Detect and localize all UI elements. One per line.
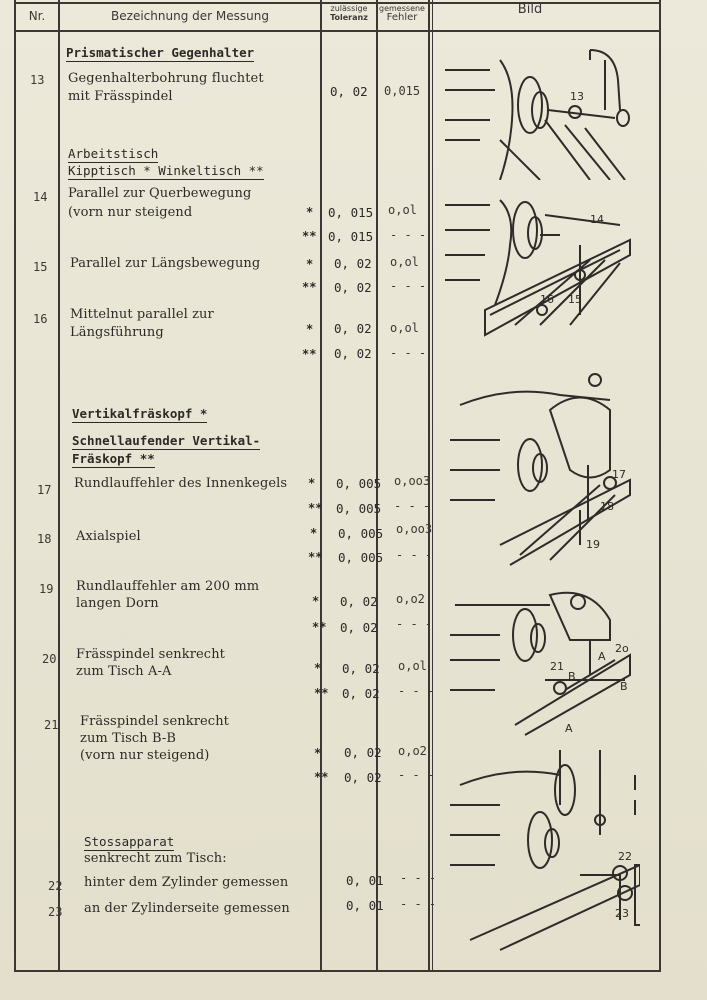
row-22-desc-1: hinter dem Zylinder gemessen bbox=[84, 875, 289, 890]
header-toleranz-line1: zulässige bbox=[330, 4, 368, 13]
row-18-star-2: ** bbox=[308, 550, 323, 564]
row-14-desc-1: Parallel zur Querbewegung bbox=[68, 186, 252, 201]
divider-fehler-2 bbox=[432, 0, 433, 972]
row-13-desc-2: mit Frässpindel bbox=[68, 89, 173, 104]
row-21-err-1: o,o2 bbox=[398, 744, 427, 758]
figure-label-19: 19 bbox=[586, 538, 600, 551]
row-14-err-2: - - - bbox=[390, 228, 427, 242]
section-vertikalfraeskopf: Vertikalfräskopf * bbox=[72, 406, 208, 421]
row-20-nr: 20 bbox=[42, 652, 57, 666]
row-19-star-1: * bbox=[312, 594, 320, 608]
figure-label-16: 16 bbox=[540, 293, 554, 306]
row-15-err-2: - - - bbox=[390, 279, 427, 293]
row-16-err-1: o,ol bbox=[390, 321, 419, 335]
figure-14-16-arbeitstisch bbox=[440, 185, 640, 365]
row-18-err-1: o,oo3 bbox=[396, 522, 433, 536]
row-18-desc-1: Axialspiel bbox=[76, 529, 141, 544]
row-17-desc-1: Rundlauffehler des Innenkegels bbox=[74, 476, 288, 491]
row-19-err-2: - - - bbox=[396, 617, 433, 631]
row-15-desc-1: Parallel zur Längsbewegung bbox=[70, 256, 261, 271]
row-15-err-1: o,ol bbox=[390, 255, 419, 269]
figure-label-13: 13 bbox=[570, 90, 584, 103]
section-stossapparat-sub: senkrecht zum Tisch: bbox=[84, 851, 227, 866]
row-17-tol-1: 0, 005 bbox=[336, 476, 382, 491]
row-21-tol-1: 0, 02 bbox=[344, 745, 382, 760]
row-17-tol-2: 0, 005 bbox=[336, 501, 382, 516]
row-15-tol-2: 0, 02 bbox=[334, 280, 372, 295]
section-stossapparat: Stossapparat bbox=[84, 834, 175, 849]
row-20-tol-1: 0, 02 bbox=[342, 661, 380, 676]
figure-label-B1: B bbox=[568, 670, 576, 683]
row-22-err: - - - bbox=[400, 871, 437, 885]
row-18-tol-1: 0, 005 bbox=[338, 526, 384, 541]
row-16-star-1: * bbox=[306, 322, 314, 336]
header-toleranz-line2: Toleranz bbox=[330, 13, 368, 22]
figure-label-21: 21 bbox=[550, 660, 564, 673]
row-15-star-2: ** bbox=[302, 280, 317, 294]
row-23-nr: 23 bbox=[48, 905, 63, 919]
row-17-err-2: - - - bbox=[394, 499, 431, 513]
row-17-err-1: o,oo3 bbox=[394, 474, 431, 488]
row-15-tol-1: 0, 02 bbox=[334, 256, 372, 271]
figure-label-A1: A bbox=[598, 650, 606, 663]
row-18-err-2: - - - bbox=[396, 548, 433, 562]
row-19-desc-1: Rundlauffehler am 200 mm bbox=[76, 579, 260, 594]
header-fehler-line2: Fehler bbox=[386, 12, 418, 23]
figure-label-18: 18 bbox=[600, 500, 614, 513]
row-21-tol-2: 0, 02 bbox=[344, 770, 382, 785]
figure-label-B2: B bbox=[620, 680, 628, 693]
row-14-star-2: ** bbox=[302, 229, 317, 243]
row-19-err-1: o,o2 bbox=[396, 592, 425, 606]
row-20-star-2: ** bbox=[314, 686, 329, 700]
row-13-desc-1: Gegenhalterbohrung fluchtet bbox=[68, 71, 264, 86]
row-15-nr: 15 bbox=[33, 260, 48, 274]
row-21-desc-2: zum Tisch B-B bbox=[80, 731, 177, 746]
section-fraeskopf: Fräskopf ** bbox=[72, 451, 155, 466]
figure-label-14: 14 bbox=[590, 213, 604, 226]
header-fehler bbox=[377, 4, 427, 22]
section-kipptisch: Kipptisch * Winkeltisch ** bbox=[68, 163, 264, 178]
row-23-tol: 0, 01 bbox=[346, 898, 384, 913]
row-21-desc-3: (vorn nur steigend) bbox=[80, 748, 210, 763]
section-arbeitstisch: Arbeitstisch bbox=[68, 146, 159, 161]
header-nr: Nr. bbox=[28, 9, 46, 23]
row-14-tol-1: 0, 015 bbox=[328, 205, 374, 220]
section-prismatischer-gegenhalter: Prismatischer Gegenhalter bbox=[66, 45, 255, 60]
header-fehler-line1: gemessene bbox=[379, 4, 425, 13]
row-20-err-2: - - - bbox=[398, 684, 435, 698]
row-13-nr: 13 bbox=[30, 73, 45, 87]
header-bezeichnung: Bezeichnung der Messung bbox=[111, 9, 269, 23]
row-16-tol-1: 0, 02 bbox=[334, 321, 372, 336]
row-23-desc-1: an der Zylinderseite gemessen bbox=[84, 901, 290, 916]
figure-label-22: 22 bbox=[618, 850, 632, 863]
header-bild: Bild bbox=[517, 2, 543, 17]
row-15-star-1: * bbox=[306, 257, 314, 271]
figure-label-17: 17 bbox=[612, 468, 626, 481]
row-19-tol-1: 0, 02 bbox=[340, 594, 378, 609]
row-14-star-1: * bbox=[306, 205, 314, 219]
row-19-desc-2: langen Dorn bbox=[76, 596, 159, 611]
row-20-desc-2: zum Tisch A-A bbox=[76, 664, 172, 679]
figure-22-23-stossapparat bbox=[440, 745, 640, 955]
row-13-tol: 0, 02 bbox=[330, 84, 368, 99]
row-17-star-1: * bbox=[308, 476, 316, 490]
table-bottom-rule bbox=[14, 970, 661, 972]
row-16-desc-2: Längsführung bbox=[70, 325, 164, 340]
figure-label-20: 2o bbox=[615, 642, 629, 655]
row-20-desc-1: Frässpindel senkrecht bbox=[76, 647, 225, 662]
row-16-star-2: ** bbox=[302, 347, 317, 361]
row-17-nr: 17 bbox=[37, 483, 52, 497]
row-16-err-2: - - - bbox=[390, 346, 427, 360]
divider-bezeichnung bbox=[320, 0, 322, 972]
figure-17-19-vertikalfraeskopf bbox=[440, 370, 640, 570]
row-22-nr: 22 bbox=[48, 879, 63, 893]
row-19-nr: 19 bbox=[39, 582, 54, 596]
row-14-desc-2: (vorn nur steigend bbox=[68, 205, 193, 220]
row-20-star-1: * bbox=[314, 661, 322, 675]
row-21-desc-1: Frässpindel senkrecht bbox=[80, 714, 229, 729]
figure-label-23: 23 bbox=[615, 907, 629, 920]
row-14-tol-2: 0, 015 bbox=[328, 229, 374, 244]
header-toleranz bbox=[322, 4, 376, 22]
row-22-tol: 0, 01 bbox=[346, 873, 384, 888]
row-16-nr: 16 bbox=[33, 312, 48, 326]
row-21-err-2: - - - bbox=[398, 768, 435, 782]
row-14-err-1: o,ol bbox=[388, 203, 417, 217]
row-18-tol-2: 0, 005 bbox=[338, 550, 384, 565]
figure-13-gegenhalter bbox=[440, 40, 640, 180]
divider-nr bbox=[58, 0, 60, 972]
figure-label-15: 15 bbox=[568, 293, 582, 306]
row-19-star-2: ** bbox=[312, 620, 327, 634]
row-23-err: - - - bbox=[400, 897, 437, 911]
border-right bbox=[659, 0, 661, 972]
row-18-star-1: * bbox=[310, 526, 318, 540]
row-14-nr: 14 bbox=[33, 190, 48, 204]
figure-20-21-fraesspindel bbox=[440, 580, 640, 740]
section-schnellaufender: Schnellaufender Vertikal- bbox=[72, 433, 261, 448]
header-bottom-rule bbox=[14, 30, 661, 32]
row-21-star-2: ** bbox=[314, 770, 329, 784]
row-21-star-1: * bbox=[314, 746, 322, 760]
row-18-nr: 18 bbox=[37, 532, 52, 546]
row-17-star-2: ** bbox=[308, 501, 323, 515]
border-left bbox=[14, 0, 16, 972]
row-16-tol-2: 0, 02 bbox=[334, 346, 372, 361]
row-20-tol-2: 0, 02 bbox=[342, 686, 380, 701]
row-20-err-1: o,ol bbox=[398, 659, 427, 673]
row-21-nr: 21 bbox=[44, 718, 59, 732]
row-13-err: 0,015 bbox=[384, 84, 421, 98]
figure-label-A2: A bbox=[565, 722, 573, 735]
row-16-desc-1: Mittelnut parallel zur bbox=[70, 307, 214, 322]
row-19-tol-2: 0, 02 bbox=[340, 620, 378, 635]
